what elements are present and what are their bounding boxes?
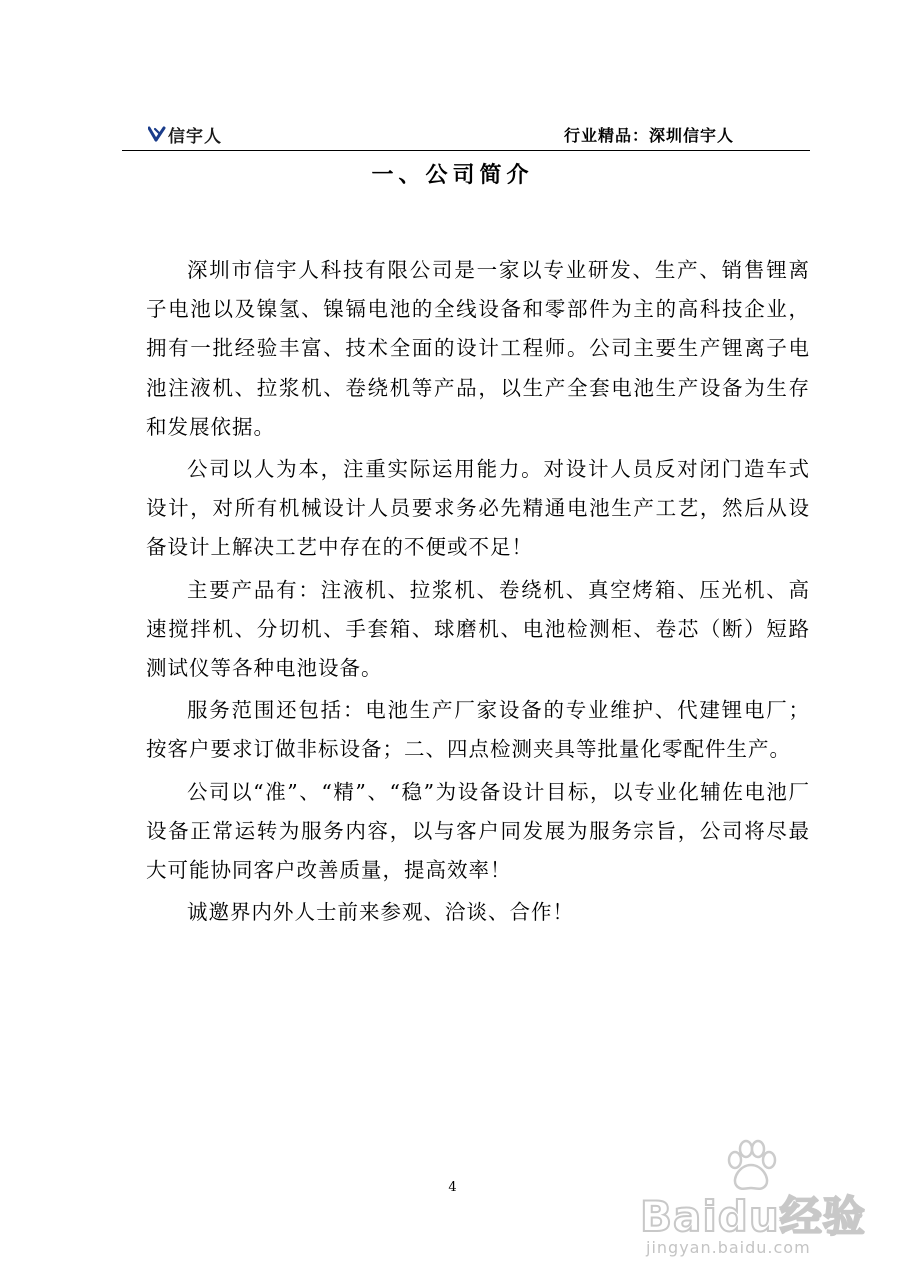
paragraph-main-products: 主要产品有：注液机、拉浆机、卷绕机、真空烤箱、压光机、高速搅拌机、分切机、手套箱、球磨机、电池检测柜、卷芯（断）短路测试仪等各种电池设备。	[146, 577, 810, 681]
paragraph-design-goals: 公司以“准”、“精”、“稳”为设备设计目标，以专业化辅佐电池厂设备正常运转为服务内容，以与客户同发展为服务宗旨，公司将尽最大可能协同客户改善质量，提高效率！	[146, 779, 810, 883]
paragraph-service-scope: 服务范围还包括：电池生产厂家设备的专业维护、代建锂电厂；按客户要求订做非标设备；二、四点检测夹具等批量化零配件生产。	[146, 698, 810, 762]
document-body	[146, 251, 810, 935]
paragraph-company-overview: 深圳市信宇人科技有限公司是一家以专业研发、生产、销售锂离子电池以及镍氢、镍镉电池的全线设备和零部件为主的高科技企业，拥有一批经验丰富、技术全面的设计工程师。公司主要生产锂离子电池注液机、拉浆机、卷绕机等产品，以生产全套电池生产设备为生存和发展依据。	[146, 258, 810, 439]
logo-text: 信宇人	[168, 126, 222, 147]
logo-mark-icon	[148, 125, 166, 143]
page-header	[122, 118, 810, 151]
page-number: 4	[448, 1180, 457, 1195]
watermark	[640, 1138, 880, 1268]
watermark-url: jingyan.baidu.com	[646, 1238, 811, 1257]
paragraph-people-oriented: 公司以人为本，注重实际运用能力。对设计人员反对闭门造车式设计，对所有机械设计人员要求务必先精通电池生产工艺，然后从设备设计上解决工艺中存在的不便或不足！	[146, 457, 810, 560]
paragraph-invitation: 诚邀界内外人士前来参观、洽谈、合作！	[187, 900, 574, 925]
company-logo	[148, 122, 222, 146]
header-tagline: 行业精品：深圳信宇人	[563, 126, 734, 145]
watermark-brand: Baidu经验	[640, 1192, 866, 1241]
section-title: 一、公司简介	[371, 163, 534, 188]
